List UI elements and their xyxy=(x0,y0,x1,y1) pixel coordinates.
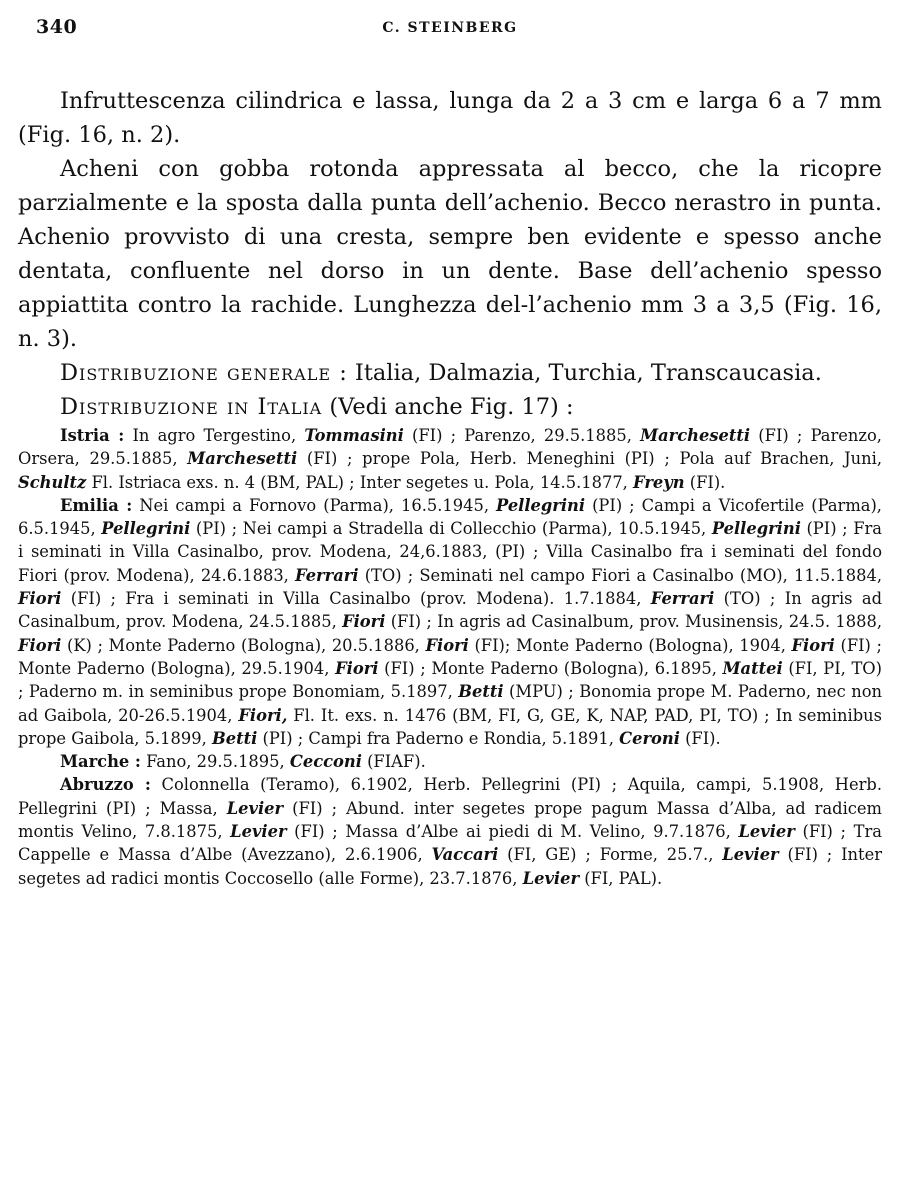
general-distribution xyxy=(18,356,882,390)
record-text: (FI) ; Massa d’Albe ai piedi di M. Velino, 9.7.1876, xyxy=(286,822,739,842)
region-marche xyxy=(18,750,882,773)
record-text: (FI) ; In agris ad Casinalbum, prov. Musinensis, 24.5. 1888, xyxy=(385,612,882,632)
collector: Fiori xyxy=(335,658,379,678)
region-istria xyxy=(18,424,882,494)
collector: Pellegrini xyxy=(496,495,586,515)
collector: Freyn xyxy=(633,472,685,492)
record-text: (FI) ; Fra i seminati in Villa Casinalbo (prov. Modena). 1.7.1884, xyxy=(61,589,651,609)
collector: Betti xyxy=(211,728,258,748)
italy-distribution-text: (Vedi anche Fig. 17) : xyxy=(322,394,574,420)
record-text: (PI) ; Campi fra Paderno e Rondia, 5.1891, xyxy=(257,728,620,748)
record-text: In agro Tergestino, xyxy=(124,426,305,445)
record-text: (FI) ; Parenzo, 29.5.1885, xyxy=(403,426,641,445)
general-distribution-text: Italia, Dalmazia, Turchia, Transcaucasia. xyxy=(347,360,822,386)
collector: Tommasini xyxy=(304,426,404,445)
page-header xyxy=(18,0,882,58)
region-name: Istria : xyxy=(60,426,125,445)
achene-paragraph: Acheni con gobba rotonda appressata al becco, che la ricopre parzialmente e la sposta dalla punta dell’achenio. Becco nerastro in punta. Achenio provvisto di una cresta, sempre ben evidente e spesso anche dentata, confluente nel dorso in un dente. Base dell’achenio spesso appiattita contro la rachide. Lunghezza del-l’achenio mm 3 a 3,5 (Fig. 16, n. 3). xyxy=(18,156,882,352)
record-text: (FI, GE) ; Forme, 25.7., xyxy=(498,845,723,865)
record-text: Fl. It. exs. n. 1476 (BM, FI, G, GE, K, NAP, PAD, PI, TO) ; In seminibus prope Gaibola, 5.1899, xyxy=(18,705,882,748)
collector: Pellegrini xyxy=(711,519,801,539)
collector: Levier xyxy=(738,822,795,842)
record-text: (FI). xyxy=(684,472,726,492)
record-text: (FI) ; Monte Paderno (Bologna), 29.5.1904, xyxy=(18,635,882,678)
collector: Vaccari xyxy=(431,845,499,865)
collector: Levier xyxy=(722,845,779,865)
collector: Fiori xyxy=(342,612,386,632)
collector: Cecconi xyxy=(289,752,362,772)
record-text: Fl. Istriaca exs. n. 4 (BM, PAL) ; Inter segetes u. Pola, 14.5.1877, xyxy=(86,472,634,492)
record-text: (FIAF). xyxy=(361,752,426,772)
record-text: (FI) ; Inter segetes ad radici montis Coccosello (alle Forme), 23.7.1876, xyxy=(18,845,882,888)
region-name: Emilia : xyxy=(60,495,133,515)
collector: Levier xyxy=(230,822,287,842)
collector: Fiori xyxy=(791,635,835,655)
region-name: Marche : xyxy=(60,752,141,772)
running-title: C. STEINBERG xyxy=(382,20,518,36)
record-text: (PI) ; Nei campi a Stradella di Collecchio (Parma), 10.5.1945, xyxy=(190,519,712,539)
record-text: (K) ; Monte Paderno (Bologna), 20.5.1886, xyxy=(61,635,426,655)
record-text: (FI) ; Tra Cappelle e Massa d’Albe (Avezzano), 2.6.1906, xyxy=(18,822,882,865)
record-text: (FI) ; Abund. inter segetes prope pagum Massa d’Alba, ad radicem montis Velino, 7.8.1875, xyxy=(18,798,882,842)
general-distribution-label: Distribuzione generale : xyxy=(60,360,348,386)
record-text: Colonnella (Teramo), 6.1902, Herb. Pellegrini (PI) ; Aquila, campi, 5.1908, Herb. Pellegrini (PI) ; Massa, xyxy=(18,775,882,818)
record-text: (FI, PI, TO) ; Paderno m. in seminibus prope Bonomiam, 5.1897, xyxy=(18,658,882,702)
collector: Fiori, xyxy=(238,705,288,725)
record-text: (TO) ; Seminati nel campo Fiori a Casinalbo (MO), 11.5.1884, xyxy=(358,565,882,585)
record-text: (FI) ; prope Pola, Herb. Meneghini (PI) ; Pola auf Brachen, Juni, xyxy=(297,449,882,469)
collector: Marchesetti xyxy=(187,449,298,469)
italy-distribution-label-a: Distribuzione in xyxy=(60,394,258,420)
collector: Betti xyxy=(458,682,504,702)
record-text: (MPU) ; Bonomia prope M. Paderno, nec non ad Gaibola, 20-26.5.1904, xyxy=(18,682,882,725)
record-text: (FI, PAL). xyxy=(579,868,663,888)
record-text: (FI) ; Parenzo, Orsera, 29.5.1885, xyxy=(18,426,882,469)
collector: Fiori xyxy=(18,589,62,609)
infructescence-paragraph: Infruttescenza cilindrica e lassa, lunga da 2 a 3 cm e larga 6 a 7 mm (Fig. 16, n. 2). xyxy=(18,88,882,148)
record-text: Fano, 29.5.1895, xyxy=(140,752,290,772)
record-text: (FI). xyxy=(679,728,721,748)
italy-distribution-heading xyxy=(18,390,882,424)
region-name: Abruzzo : xyxy=(60,775,151,795)
record-text: (PI) ; Fra i seminati in Villa Casinalbo, prov. Modena, 24,6.1883, (PI) ; Villa Casinalbo fra i seminati del fondo Fiori (prov. Modena), 24.6.1883, xyxy=(18,519,882,585)
italy-distribution-label-b: Italia xyxy=(257,394,323,420)
page-number: 340 xyxy=(36,16,78,38)
collector: Mattei xyxy=(722,658,783,678)
record-text: (FI) ; Monte Paderno (Bologna), 6.1895, xyxy=(378,658,723,678)
collector: Ferrari xyxy=(295,565,359,585)
record-text: (FI); Monte Paderno (Bologna), 1904, xyxy=(468,635,792,655)
collector: Ferrari xyxy=(650,589,715,609)
region-emilia xyxy=(18,494,882,750)
collector: Levier xyxy=(522,868,580,888)
collector: Fiori xyxy=(18,635,62,655)
collector: Pellegrini xyxy=(101,519,191,539)
collector: Fiori xyxy=(425,635,469,655)
collector: Schultz xyxy=(18,472,87,492)
collector: Levier xyxy=(226,798,284,818)
collector: Marchesetti xyxy=(640,426,751,445)
record-text: Nei campi a Fornovo (Parma), 16.5.1945, xyxy=(132,495,497,515)
record-text: (PI) ; Campi a Vicofertile (Parma), 6.5.1945, xyxy=(18,495,882,539)
collector: Ceroni xyxy=(619,728,680,748)
region-abruzzo xyxy=(18,773,882,889)
record-text: (TO) ; In agris ad Casinalbum, prov. Modena, 24.5.1885, xyxy=(18,589,883,632)
